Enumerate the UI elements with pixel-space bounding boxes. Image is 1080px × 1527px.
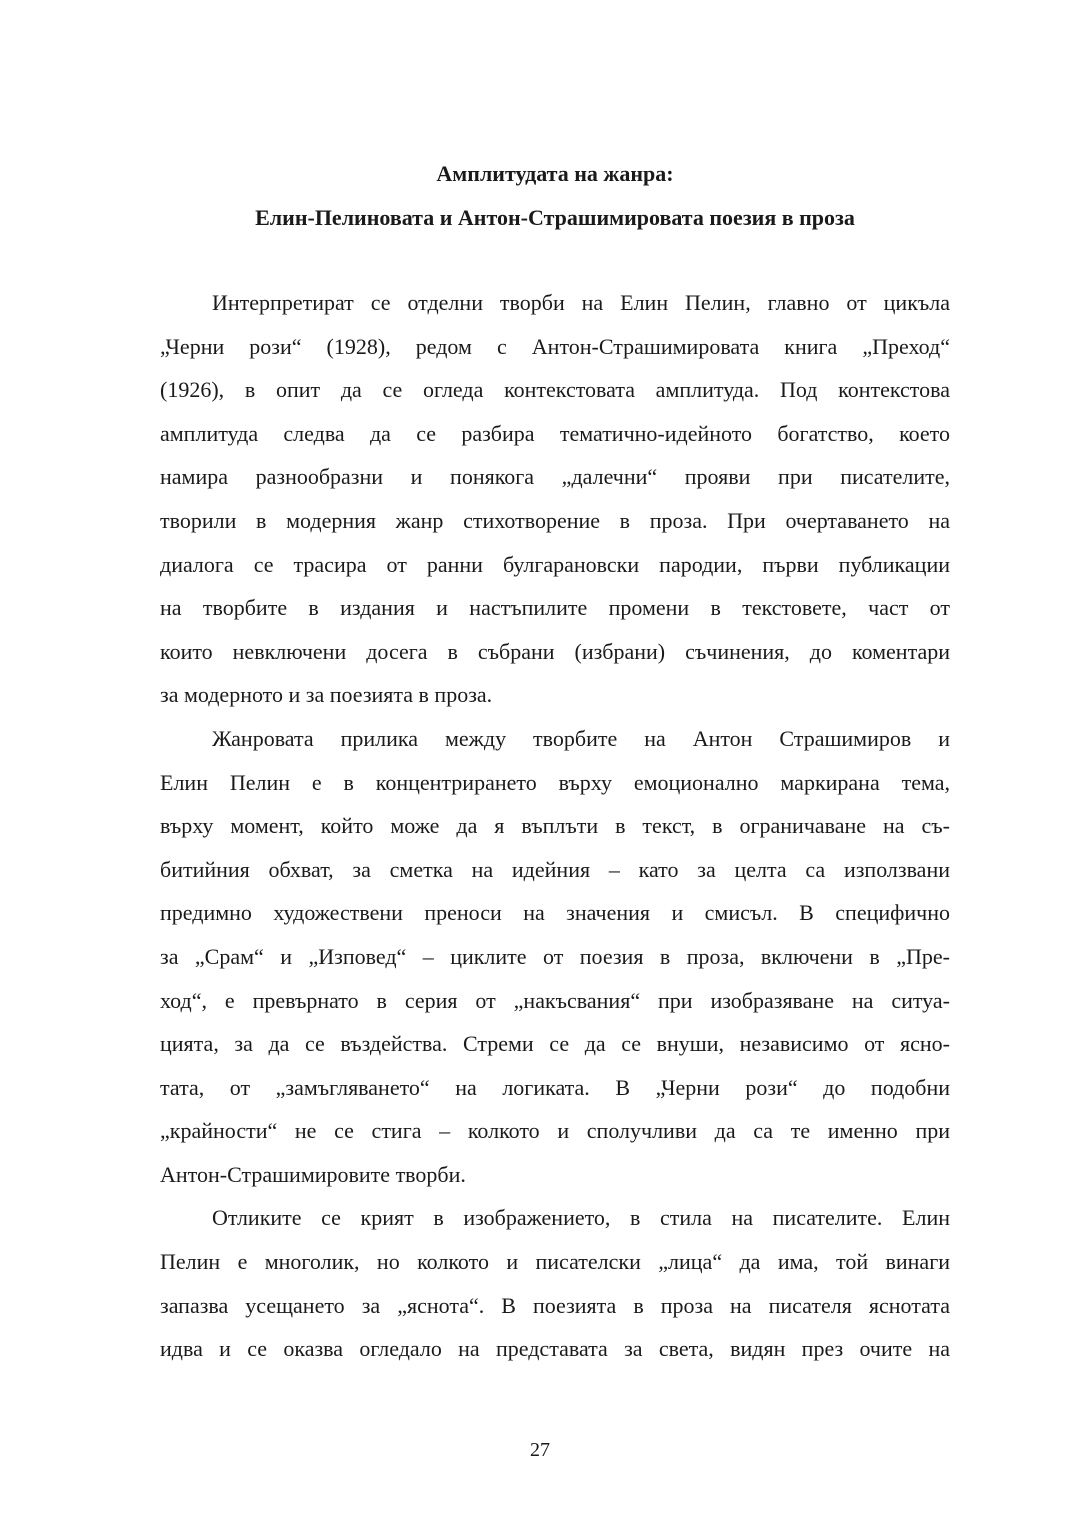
body-text [160, 281, 950, 1371]
text-line: „Черни рози“ (1928), редом с Антон-Страшимировата книга „Преход“ [160, 333, 950, 359]
paragraph-2 [160, 717, 950, 1197]
text-line: ход“, е превърнато в серия от „накъсвания“ при изобразяване на ситуа- [160, 987, 950, 1013]
text-line: Елин Пелин е в концентрирането върху емоционално маркирана тема, [160, 769, 950, 795]
text-line: Интерпретират се отделни творби на Елин Пелин, главно от цикъла [212, 290, 950, 315]
text-line: върху момент, който може да я въплъти в текст, в ограничаване на съ- [160, 813, 950, 839]
chapter-title [160, 152, 950, 239]
page-number: 27 [530, 1439, 550, 1461]
text-line: тата, от „замъгляването“ на логиката. В „Черни рози“ до подобни [160, 1074, 950, 1100]
text-line: намира разнообразни и понякога „далечни“ прояви при писателите, [160, 464, 950, 490]
text-line: творили в модерния жанр стихотворение в проза. При очертаването на [160, 507, 950, 533]
text-line: за модерното и за поезията в проза. [160, 682, 493, 708]
text-line: диалога се трасира от ранни булгарановски пародии, първи публикации [160, 551, 950, 577]
text-line: за „Срам“ и „Изповед“ – циклите от поезия в проза, включени в „Пре- [160, 943, 950, 969]
text-line: на творбите в издания и настъпилите промени в текстовете, част от [160, 595, 950, 621]
text-line: Отликите се крият в изображението, в стила на писателите. Елин [212, 1205, 950, 1231]
text-line: Антон-Страшимировите творби. [160, 1161, 466, 1187]
text-line: предимно художествени преноси на значения и смисъл. В специфично [160, 900, 950, 926]
text-line: Жанровата прилика между творбите на Антон Страшимиров и [212, 725, 950, 751]
text-line: запазва усещането за „яснота“. В поезията в проза на писателя яснотата [160, 1292, 950, 1318]
text-line: „крайности“ не се стига – колкото и сполучливи да са те именно при [160, 1118, 950, 1144]
title-line-1: Амплитудата на жанра: [436, 161, 674, 186]
title-line-2: Елин-Пелиновата и Антон-Страшимировата поезия в проза [255, 204, 855, 230]
paragraph-1 [160, 281, 950, 717]
text-line: (1926), в опит да се огледа контекстовата амплитуда. Под контекстова [160, 377, 950, 403]
text-line: амплитуда следва да се разбира тематично-идейното богатство, което [160, 420, 950, 446]
text-line: идва и се оказва огледало на представата за света, видян през очите на [160, 1336, 950, 1362]
paragraph-3 [160, 1196, 950, 1370]
text-line: Пелин е многолик, но колкото и писателски „лица“ да има, той винаги [160, 1249, 950, 1275]
text-line: цията, за да се въздейства. Стреми се да се внуши, независимо от ясно- [160, 1031, 950, 1057]
text-line: които невключени досега в събрани (избрани) съчинения, до коментари [160, 638, 950, 664]
text-line: битийния обхват, за сметка на идейния – като за целта са използвани [160, 856, 950, 882]
